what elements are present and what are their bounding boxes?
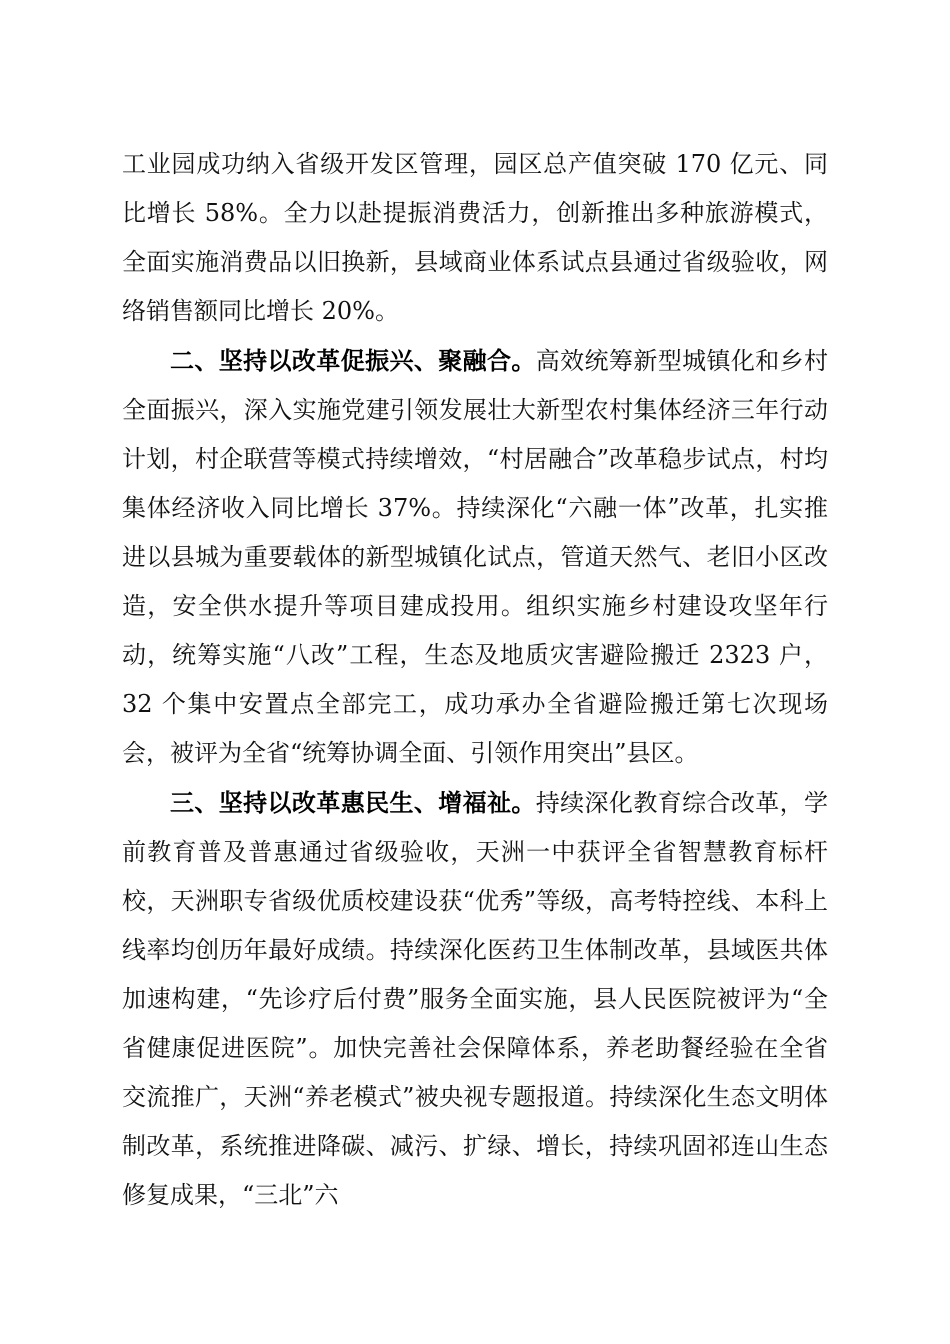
paragraph-text: 工业园成功纳入省级开发区管理，园区总产值突破 170 亿元、同比增长 58%。全力以赴提振消费活力，创新推出多种旅游模式，全面实施消费品以旧换新，县域商业体系试点县通过省级验收，网络销售额同比增长 20%。 [122,150,828,325]
paragraph-continuation [122,140,828,336]
paragraph-section-three [122,778,828,1220]
paragraph-text: 持续深化教育综合改革，学前教育普及普惠通过省级验收，天洲一中获评全省智慧教育标杆校，天洲职专省级优质校建设获“优秀”等级，高考特控线、本科上线率均创历年最好成绩。持续深化医药卫生体制改革，县域医共体加速构建，“先诊疗后付费”服务全面实施，县人民医院被评为“全省健康促进医院”。加快完善社会保障体系，养老助餐经验在全省交流推广，天洲“养老模式”被央视专题报道。持续深化生态文明体制改革，系统推进降碳、减污、扩绿、增长，持续巩固祁连山生态修复成果，“三北”六 [122,789,829,1209]
section-heading-two: 二、坚持以改革促振兴、聚融合。 [170,346,536,375]
document-body [122,140,828,1220]
paragraph-text: 高效统筹新型城镇化和乡村全面振兴，深入实施党建引领发展壮大新型农村集体经济三年行动计划，村企联营等模式持续增效，“村居融合”改革稳步试点，村均集体经济收入同比增长 37%。持续深化“六融一体”改革，扎实推进以县城为重要载体的新型城镇化试点，管道天然气、老旧小区改造，安全供水提升等项目建成投用。组织实施乡村建设攻坚年行动，统筹实施“八改”工程，生态及地质灾害避险搬迁 2323 户，32 个集中安置点全部完工，成功承办全省避险搬迁第七次现场会，被评为全省“统筹协调全面、引领作用突出”县区。 [122,347,829,767]
paragraph-section-two [122,336,828,778]
section-heading-three: 三、坚持以改革惠民生、增福祉。 [170,788,536,817]
